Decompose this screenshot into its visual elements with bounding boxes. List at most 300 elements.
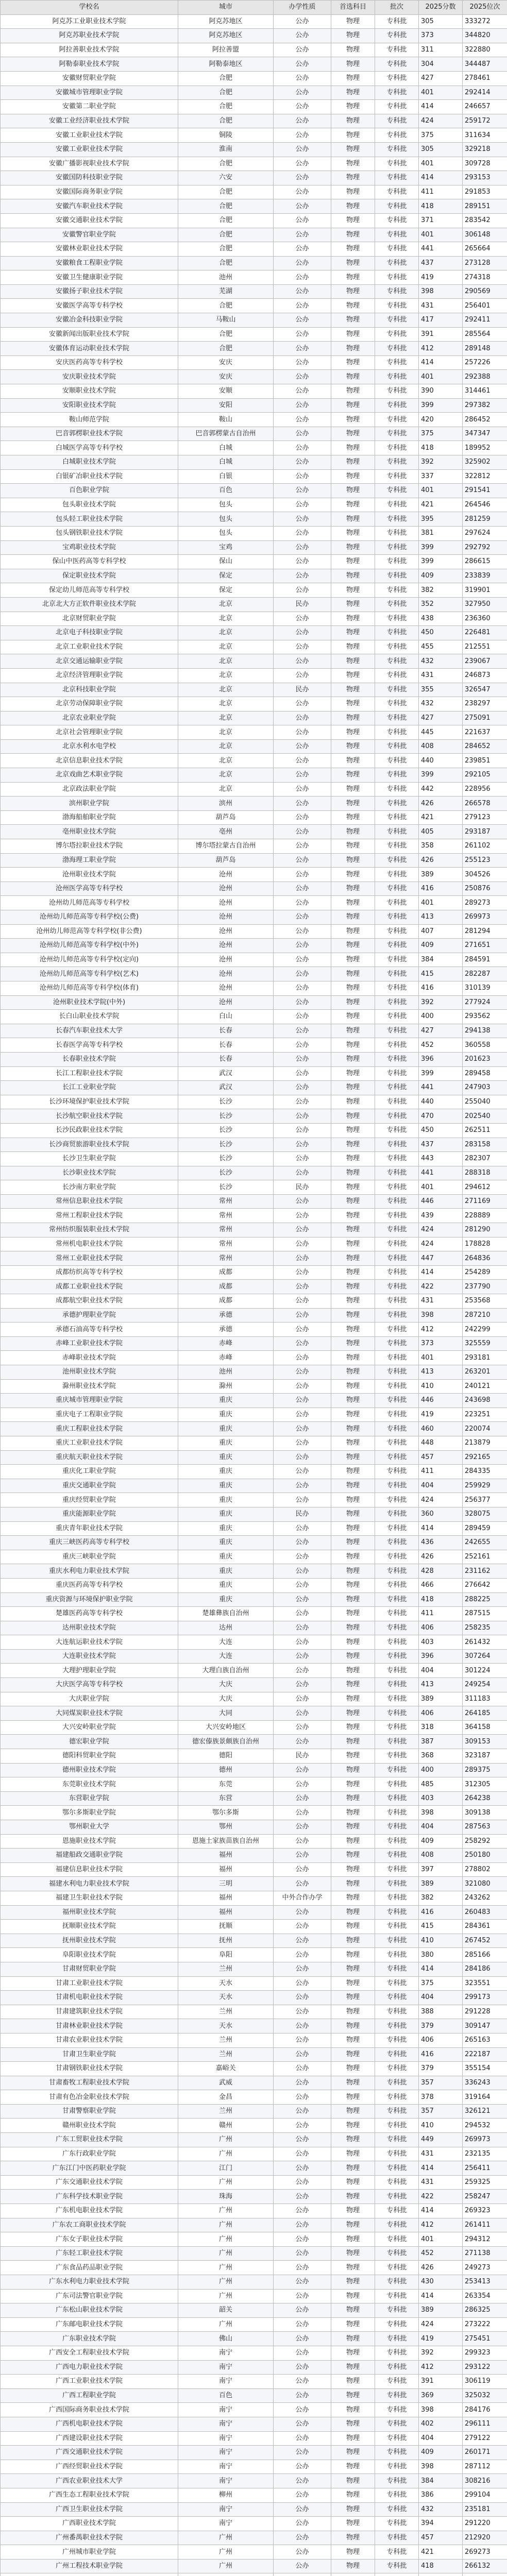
cell-batch: 专科批 <box>375 1422 419 1436</box>
cell-school-name: 福建信息职业技术学院 <box>1 1862 178 1877</box>
cell-school-type: 公办 <box>274 299 331 313</box>
cell-school-name: 广东水利电力职业技术学院 <box>1 2275 178 2290</box>
cell-city: 北京 <box>178 725 274 740</box>
cell-score-2025: 414 <box>419 1265 463 1280</box>
cell-school-type: 公办 <box>274 128 331 143</box>
cell-school-name: 常州工业职业技术学院 <box>1 1251 178 1266</box>
cell-score-2025: 318 <box>419 1720 463 1735</box>
cell-score-2025: 450 <box>419 1123 463 1138</box>
col-header-school[interactable]: 学校名 <box>1 1 178 15</box>
table-row <box>1 1607 507 1621</box>
table-row <box>1 583 507 598</box>
cell-batch: 专科批 <box>375 2303 419 2318</box>
cell-school-name: 沧州幼儿师范高等专科学校(公费) <box>1 910 178 925</box>
cell-subject: 物理 <box>331 2332 375 2346</box>
table-row <box>1 981 507 995</box>
cell-score-2025: 418 <box>419 441 463 455</box>
cell-school-type: 公办 <box>274 1066 331 1081</box>
table-row <box>1 1991 507 2005</box>
cell-rank-2025: 291541 <box>463 484 507 498</box>
cell-subject: 物理 <box>331 2261 375 2275</box>
cell-school-type: 公办 <box>274 2289 331 2303</box>
cell-subject: 物理 <box>331 1450 375 1465</box>
cell-score-2025: 405 <box>419 825 463 839</box>
table-row <box>1 1578 507 1592</box>
col-header-score[interactable]: 2025分数 <box>419 1 463 15</box>
cell-subject: 物理 <box>331 242 375 257</box>
table-row <box>1 228 507 242</box>
cell-school-name: 重庆工业职业技术学院 <box>1 1436 178 1450</box>
cell-subject: 物理 <box>331 1706 375 1721</box>
cell-school-name: 广西农业职业技术大学 <box>1 2474 178 2488</box>
cell-city: 重庆 <box>178 1578 274 1592</box>
cell-rank-2025: 258247 <box>463 2190 507 2204</box>
cell-batch: 专科批 <box>375 86 419 100</box>
cell-city: 承德 <box>178 1323 274 1337</box>
cell-batch: 专科批 <box>375 469 419 484</box>
cell-school-name: 安徽新闻出版职业技术学院 <box>1 327 178 342</box>
cell-city: 恩施土家族苗族自治州 <box>178 1834 274 1849</box>
cell-school-type: 公办 <box>274 1521 331 1536</box>
cell-batch: 专科批 <box>375 1024 419 1038</box>
table-row <box>1 1948 507 1962</box>
cell-school-type: 公办 <box>274 967 331 981</box>
cell-subject: 物理 <box>331 14 375 29</box>
col-header-batch[interactable]: 批次 <box>375 1 419 15</box>
cell-rank-2025: 266132 <box>463 2559 507 2573</box>
cell-school-type: 公办 <box>274 711 331 725</box>
table-row <box>1 1450 507 1465</box>
cell-subject: 物理 <box>331 1763 375 1777</box>
table-row <box>1 2119 507 2133</box>
cell-school-name: 楚雄医药高等专科学校 <box>1 1607 178 1621</box>
cell-score-2025: 460 <box>419 1422 463 1436</box>
cell-batch: 专科批 <box>375 1351 419 1365</box>
cell-score-2025: 446 <box>419 1394 463 1408</box>
cell-city: 天水 <box>178 1976 274 1991</box>
cell-city: 南宁 <box>178 2502 274 2517</box>
cell-school-name: 甘肃卫生职业学院 <box>1 2047 178 2062</box>
cell-city: 常州 <box>178 1237 274 1251</box>
cell-subject: 物理 <box>331 1720 375 1735</box>
cell-city: 德宏傣族景颇族自治州 <box>178 1735 274 1749</box>
table-row <box>1 910 507 925</box>
cell-rank-2025: 304526 <box>463 868 507 882</box>
cell-school-name: 广东食品药品职业学院 <box>1 2261 178 2275</box>
header-row <box>1 1 507 15</box>
cell-city: 沧州 <box>178 953 274 967</box>
cell-score-2025: 413 <box>419 1678 463 1692</box>
cell-subject: 物理 <box>331 469 375 484</box>
cell-city: 重庆 <box>178 1422 274 1436</box>
cell-rank-2025: 249273 <box>463 2261 507 2275</box>
cell-batch: 专科批 <box>375 1223 419 1238</box>
cell-rank-2025: 239851 <box>463 754 507 768</box>
cell-rank-2025: 240121 <box>463 1379 507 1394</box>
cell-rank-2025: 282307 <box>463 1152 507 1166</box>
cell-subject: 物理 <box>331 825 375 839</box>
cell-city: 阿勒泰地区 <box>178 57 274 72</box>
cell-rank-2025: 297624 <box>463 526 507 540</box>
cell-batch: 专科批 <box>375 953 419 967</box>
cell-school-type: 公办 <box>274 1820 331 1835</box>
cell-batch: 专科批 <box>375 2502 419 2517</box>
cell-school-name: 安徽广播影视职业技术学院 <box>1 157 178 171</box>
cell-city: 广州 <box>178 2232 274 2247</box>
table-row <box>1 1394 507 1408</box>
cell-city: 鄂尔多斯 <box>178 1806 274 1820</box>
cell-city: 成都 <box>178 1280 274 1294</box>
cell-school-name: 阿拉善职业技术学院 <box>1 43 178 57</box>
cell-rank-2025: 325032 <box>463 2388 507 2403</box>
cell-rank-2025: 289273 <box>463 896 507 910</box>
cell-score-2025: 431 <box>419 668 463 683</box>
cell-school-name: 广东农工商职业技术学院 <box>1 2218 178 2232</box>
cell-subject: 物理 <box>331 1521 375 1536</box>
cell-subject: 物理 <box>331 1265 375 1280</box>
cell-batch: 专科批 <box>375 313 419 328</box>
cell-school-type: 公办 <box>274 1664 331 1678</box>
cell-score-2025: 401 <box>419 1180 463 1195</box>
cell-school-name: 福建水利电力职业技术学院 <box>1 1877 178 1891</box>
cell-school-type: 公办 <box>274 697 331 711</box>
cell-school-name: 保山中医药高等专科学校 <box>1 555 178 569</box>
cell-city: 大庆 <box>178 1678 274 1692</box>
cell-rank-2025: 257226 <box>463 355 507 370</box>
cell-school-name: 广东交通职业技术学院 <box>1 2175 178 2190</box>
cell-score-2025: 431 <box>419 1294 463 1309</box>
cell-subject: 物理 <box>331 739 375 754</box>
cell-city: 百色 <box>178 484 274 498</box>
cell-score-2025: 409 <box>419 939 463 953</box>
cell-school-name: 甘肃财贸职业学院 <box>1 1962 178 1976</box>
cell-batch: 专科批 <box>375 2133 419 2147</box>
cell-rank-2025: 287563 <box>463 1820 507 1835</box>
cell-batch: 专科批 <box>375 2403 419 2417</box>
cell-score-2025: 408 <box>419 1849 463 1863</box>
table-row <box>1 1678 507 1692</box>
cell-school-name: 广东科学技术职业学院 <box>1 2190 178 2204</box>
cell-school-name: 长白山职业技术学院 <box>1 1010 178 1024</box>
cell-school-type: 公办 <box>274 2417 331 2431</box>
table-row <box>1 2502 507 2517</box>
cell-batch: 专科批 <box>375 2332 419 2346</box>
cell-school-type: 公办 <box>274 2076 331 2090</box>
cell-batch: 专科批 <box>375 1905 419 1920</box>
cell-school-name: 广西卫生职业技术学院 <box>1 2502 178 2517</box>
table-row <box>1 469 507 484</box>
cell-subject: 物理 <box>331 29 375 43</box>
cell-batch: 专科批 <box>375 1962 419 1976</box>
cell-city: 常州 <box>178 1209 274 1223</box>
col-header-city[interactable]: 城市 <box>178 1 274 15</box>
cell-rank-2025: 289375 <box>463 1763 507 1777</box>
cell-school-type: 公办 <box>274 228 331 242</box>
cell-rank-2025: 333272 <box>463 14 507 29</box>
table-row <box>1 1436 507 1450</box>
cell-score-2025: 381 <box>419 526 463 540</box>
cell-city: 天水 <box>178 2019 274 2033</box>
cell-city: 沧州 <box>178 924 274 939</box>
cell-subject: 物理 <box>331 2360 375 2375</box>
cell-school-name: 甘肃钢铁职业技术学院 <box>1 2062 178 2076</box>
cell-subject: 物理 <box>331 1991 375 2005</box>
cell-subject: 物理 <box>331 1436 375 1450</box>
cell-city: 大连 <box>178 1649 274 1664</box>
cell-rank-2025: 311634 <box>463 128 507 143</box>
cell-score-2025: 430 <box>419 2275 463 2290</box>
cell-school-name: 北京农业职业学院 <box>1 711 178 725</box>
cell-subject: 物理 <box>331 768 375 783</box>
col-header-rank[interactable]: 2025位次 <box>463 1 507 15</box>
cell-city: 嘉峪关 <box>178 2062 274 2076</box>
cell-rank-2025: 261432 <box>463 1635 507 1650</box>
cell-city: 武汉 <box>178 1081 274 1095</box>
cell-school-name: 沧州职业技术学院 <box>1 868 178 882</box>
cell-rank-2025: 213879 <box>463 1436 507 1450</box>
cell-subject: 物理 <box>331 1777 375 1792</box>
cell-subject: 物理 <box>331 128 375 143</box>
cell-school-name: 常州机电职业技术学院 <box>1 1237 178 1251</box>
cell-school-type: 公办 <box>274 825 331 839</box>
cell-score-2025: 337 <box>419 469 463 484</box>
cell-batch: 专科批 <box>375 768 419 783</box>
cell-school-name: 沧州幼儿师范高等专科学校(定向) <box>1 953 178 967</box>
cell-subject: 物理 <box>331 86 375 100</box>
cell-score-2025: 431 <box>419 2147 463 2161</box>
table-row <box>1 2303 507 2318</box>
cell-city: 广州 <box>178 2559 274 2573</box>
cell-rank-2025: 309153 <box>463 1735 507 1749</box>
cell-subject: 物理 <box>331 839 375 854</box>
cell-school-type: 公办 <box>274 1422 331 1436</box>
cell-batch: 专科批 <box>375 1493 419 1507</box>
cell-school-name: 大兴安岭职业学院 <box>1 1720 178 1735</box>
table-row <box>1 2545 507 2560</box>
cell-batch: 专科批 <box>375 1621 419 1635</box>
cell-subject <box>331 2573 375 2576</box>
cell-school-name: 长春职业技术学院 <box>1 1052 178 1066</box>
cell-batch: 专科批 <box>375 640 419 654</box>
cell-batch: 专科批 <box>375 2175 419 2190</box>
cell-batch: 专科批 <box>375 1991 419 2005</box>
col-header-subject[interactable]: 首选科目 <box>331 1 375 15</box>
table-row <box>1 398 507 413</box>
cell-batch: 专科批 <box>375 342 419 356</box>
cell-school-name: 安徽卫生健康职业学院 <box>1 270 178 285</box>
cell-batch: 专科批 <box>375 711 419 725</box>
cell-subject: 物理 <box>331 2147 375 2161</box>
cell-city: 长春 <box>178 1024 274 1038</box>
cell-school-name: 安徽交通职业技术学院 <box>1 213 178 228</box>
cell-school-type: 公办 <box>274 1635 331 1650</box>
cell-subject: 物理 <box>331 597 375 612</box>
cell-school-name: 重庆城市管理职业学院 <box>1 1394 178 1408</box>
cell-school-type: 公办 <box>274 1138 331 1152</box>
cell-score-2025: 384 <box>419 2474 463 2488</box>
table-row <box>1 2446 507 2460</box>
table-row <box>1 185 507 199</box>
table-row <box>1 1763 507 1777</box>
table-row <box>1 1920 507 1934</box>
cell-batch: 专科批 <box>375 128 419 143</box>
cell-rank-2025: 364158 <box>463 1720 507 1735</box>
cell-rank-2025: 293153 <box>463 171 507 185</box>
cell-batch: 专科批 <box>375 2346 419 2360</box>
cell-score-2025: 417 <box>419 313 463 328</box>
cell-city: 合肥 <box>178 157 274 171</box>
cell-city: 南宁 <box>178 2375 274 2389</box>
cell-subject: 物理 <box>331 2474 375 2488</box>
cell-rank-2025: 212551 <box>463 640 507 654</box>
cell-batch: 专科批 <box>375 1920 419 1934</box>
cell-school-name: 宝鸡职业技术学院 <box>1 540 178 555</box>
table-row <box>1 1223 507 1238</box>
cell-school-type: 公办 <box>274 2531 331 2545</box>
cell-batch: 专科批 <box>375 1578 419 1592</box>
cell-city: 北京 <box>178 612 274 626</box>
cell-subject: 物理 <box>331 1749 375 1764</box>
cell-score-2025: 401 <box>419 896 463 910</box>
cell-batch: 专科批 <box>375 1081 419 1095</box>
cell-rank-2025: 278802 <box>463 1862 507 1877</box>
cell-rank-2025: 308216 <box>463 2474 507 2488</box>
cell-school-name: 北京社会管理职业学院 <box>1 725 178 740</box>
cell-score-2025: 441 <box>419 1166 463 1180</box>
cell-score-2025: 311 <box>419 43 463 57</box>
cell-batch: 专科批 <box>375 1791 419 1806</box>
cell-subject: 物理 <box>331 1280 375 1294</box>
cell-score-2025: 399 <box>419 398 463 413</box>
cell-school-name: 广州城市职业学院 <box>1 2545 178 2560</box>
table-row <box>1 569 507 583</box>
table-row <box>1 540 507 555</box>
cell-subject: 物理 <box>331 1834 375 1849</box>
cell-score-2025: 428 <box>419 1564 463 1579</box>
cell-city: 南宁 <box>178 2474 274 2488</box>
cell-city: 天水 <box>178 1991 274 2005</box>
cell-subject: 物理 <box>331 754 375 768</box>
cell-school-type: 公办 <box>274 796 331 811</box>
table-row <box>1 2190 507 2204</box>
cell-school-type: 公办 <box>274 2559 331 2573</box>
cell-batch: 专科批 <box>375 2232 419 2247</box>
cell-batch: 专科批 <box>375 455 419 470</box>
cell-school-name: 成都航空职业技术学院 <box>1 1294 178 1309</box>
cell-rank-2025: 294138 <box>463 1024 507 1038</box>
cell-batch: 专科批 <box>375 583 419 598</box>
cell-score-2025: 386 <box>419 2488 463 2502</box>
cell-school-type: 中外合作办学 <box>274 1891 331 1905</box>
cell-school-type: 公办 <box>274 1351 331 1365</box>
cell-city: 亳州 <box>178 825 274 839</box>
cell-score-2025: 412 <box>419 342 463 356</box>
cell-school-name: 德阳科贸职业学院 <box>1 1749 178 1764</box>
cell-batch: 专科批 <box>375 1294 419 1309</box>
cell-school-type: 公办 <box>274 498 331 512</box>
table-row <box>1 342 507 356</box>
cell-school-name: 重庆工程职业技术学院 <box>1 1422 178 1436</box>
cell-school-name: 北京工业职业技术学院 <box>1 640 178 654</box>
cell-school-name: 渤海船舶职业学院 <box>1 810 178 825</box>
cell-school-type: 公办 <box>274 1777 331 1792</box>
cell-school-type: 公办 <box>274 1862 331 1877</box>
cell-score-2025: 418 <box>419 199 463 214</box>
cell-school-type: 公办 <box>274 2062 331 2076</box>
cell-school-name: 常州工程职业技术学院 <box>1 1209 178 1223</box>
table-row <box>1 327 507 342</box>
cell-school-type: 公办 <box>274 2204 331 2218</box>
cell-rank-2025: 279122 <box>463 2431 507 2446</box>
cell-school-name: 赣州职业技术学院 <box>1 2119 178 2133</box>
cell-score-2025: 418 <box>419 2559 463 2573</box>
table-row <box>1 2076 507 2090</box>
col-header-type[interactable]: 办学性质 <box>274 1 331 15</box>
table-row <box>1 1934 507 1948</box>
cell-batch: 专科批 <box>375 1365 419 1380</box>
cell-batch: 专科批 <box>375 1720 419 1735</box>
cell-batch: 专科批 <box>375 1934 419 1948</box>
cell-school-type: 公办 <box>274 2246 331 2261</box>
cell-school-name: 重庆经贸职业学院 <box>1 1493 178 1507</box>
cell-batch: 专科批 <box>375 1323 419 1337</box>
cell-city: 安庆 <box>178 355 274 370</box>
cell-score-2025: 421 <box>419 2545 463 2560</box>
cell-rank-2025: 292105 <box>463 768 507 783</box>
table-row <box>1 1550 507 1564</box>
cell-rank-2025: 284335 <box>463 1465 507 1479</box>
cell-city: 广州 <box>178 2147 274 2161</box>
cell-batch: 专科批 <box>375 413 419 427</box>
cell-score-2025: 418 <box>419 1592 463 1607</box>
cell-city: 北京 <box>178 626 274 640</box>
cell-score-2025: 389 <box>419 1692 463 1706</box>
cell-batch: 专科批 <box>375 853 419 868</box>
table-row <box>1 1706 507 1721</box>
cell-batch: 专科批 <box>375 1976 419 1991</box>
cell-school-type: 公办 <box>274 2431 331 2446</box>
cell-batch: 专科批 <box>375 2204 419 2218</box>
table-row <box>1 967 507 981</box>
cell-subject: 物理 <box>331 2047 375 2062</box>
cell-rank-2025: 269973 <box>463 2133 507 2147</box>
cell-school-type <box>274 2573 331 2576</box>
cell-rank-2025: 310139 <box>463 981 507 995</box>
cell-score-2025: 375 <box>419 1976 463 1991</box>
cell-rank-2025: 220074 <box>463 1422 507 1436</box>
cell-school-name: 承德护理职业学院 <box>1 1308 178 1323</box>
cell-score-2025: 410 <box>419 1379 463 1394</box>
cell-subject: 物理 <box>331 697 375 711</box>
table-row <box>1 441 507 455</box>
cell-school-type: 公办 <box>274 1934 331 1948</box>
cell-school-type: 公办 <box>274 327 331 342</box>
cell-rank-2025: 262511 <box>463 1123 507 1138</box>
cell-batch: 专科批 <box>375 2261 419 2275</box>
cell-city: 重庆 <box>178 1592 274 1607</box>
cell-school-name: 长沙南方职业学院 <box>1 1180 178 1195</box>
cell-score-2025: 446 <box>419 1194 463 1209</box>
cell-school-type: 公办 <box>274 1436 331 1450</box>
cell-school-type: 公办 <box>274 2388 331 2403</box>
cell-batch: 专科批 <box>375 498 419 512</box>
cell-score-2025: 409 <box>419 569 463 583</box>
cell-school-type: 公办 <box>274 1251 331 1266</box>
cell-city: 北京 <box>178 668 274 683</box>
cell-subject: 物理 <box>331 455 375 470</box>
cell-subject: 物理 <box>331 2559 375 2573</box>
cell-city: 北京 <box>178 739 274 754</box>
